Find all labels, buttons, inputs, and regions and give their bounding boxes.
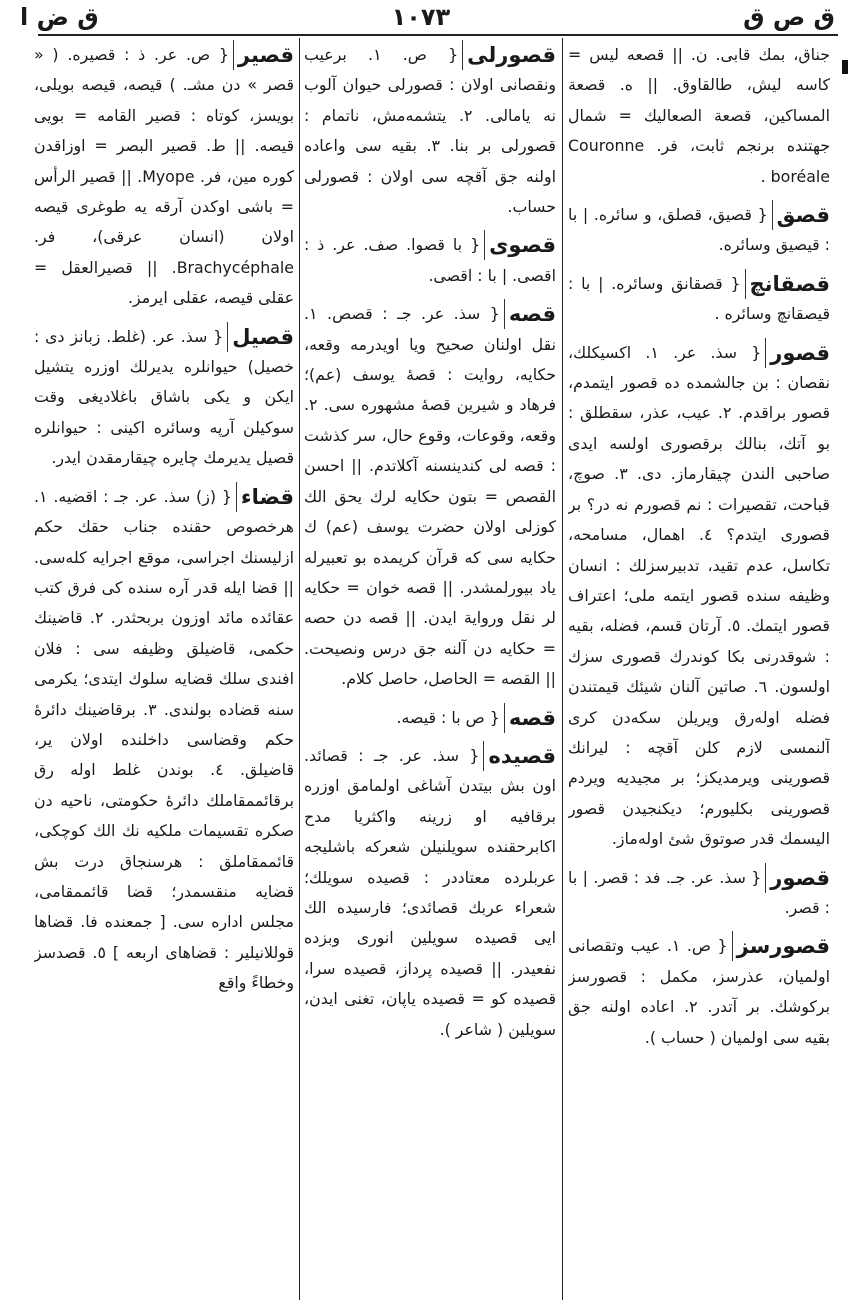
- entry-text: { قصيق، قصلق، و سائره. | با : قيصيق وسائره.: [568, 205, 830, 255]
- dictionary-entry: [568, 200, 830, 261]
- dictionary-entry: [304, 703, 556, 733]
- dictionary-entry: [304, 299, 556, 694]
- dictionary-entry: [568, 931, 830, 1053]
- dictionary-entry: [34, 40, 294, 314]
- dictionary-entry: [304, 230, 556, 291]
- entry-text: { قصقانق وسائره. | با : قيصقانچ وسائره .: [568, 273, 830, 324]
- headword: قصورسز: [732, 931, 830, 961]
- header-rule: [38, 34, 838, 36]
- entry-text: جناق، بمك قابى. ن. || قصعه ليس = كاسه ليش، طالقاوق. || ه. قصعة المساكين، قصعة الصعاليك = شمال جهتنده برنجم ثابت، فر. Couronne boréale .: [568, 45, 830, 186]
- headword: قصقانچ: [745, 269, 830, 299]
- headword: قصيل: [227, 322, 294, 352]
- column-right: [568, 40, 830, 1302]
- dictionary-entry: [304, 741, 556, 1045]
- entry-text: { ص با : قيصه.: [396, 707, 500, 727]
- column-divider: [562, 38, 563, 1300]
- column-left: [34, 40, 294, 1302]
- headword: قصور: [765, 338, 830, 368]
- headword: قصيده: [483, 741, 556, 771]
- header-left-guideword: ق ض ا: [20, 3, 99, 31]
- entry-text: { سذ. عر. جـ. فد : قصر. | با : قصر.: [568, 867, 830, 917]
- dictionary-entry: [34, 322, 294, 474]
- dictionary-entry: [568, 269, 830, 330]
- headword: قصور: [765, 863, 830, 893]
- header-right-guideword: ق ص ق: [743, 3, 835, 31]
- entry-text: { ص. ١. برعيب ونقصانى اولان : قصورلى حيوان آلوب نه يامالى. ٢. يتشمەمش، ناتمام : قصورلى بر بنا. ٣. بقيه سى واعاده اولنه جق آقچه سى اولان : قصورلى حساب.: [304, 45, 556, 217]
- column-divider: [299, 38, 300, 1300]
- entry-text: { سذ. عر. جـ : قصص. ١. نقل اولنان صحيح ويا اويدرمه وقعه، حكايه، روايت : قصهٔ يوسف (عم)؛ فرهاد و شيرين قصهٔ مشهوره سى. ٢. وقعه، وقوعات، وقوع حال، سر كذشت : قصه لى كندينسنه آكلاتدم. || احسن القصص = بتون حكايه لرك يحق الك كوزلى اولان حضرت يوسف (عم) ك حكايه سى كه قرآن كريمده بو تعبيرله ياد بيورلمشدر. || قصه خوان = حكايه لر نقل ورواية ايدن. || قصه دن حصه = حكايه دن آلنه جق درس ونصيحت. || القصه = الحاصل، حاصل كلام.: [304, 304, 556, 689]
- headword: قصه: [504, 299, 556, 329]
- headword: قضاء: [236, 482, 294, 512]
- dictionary-entry: [34, 482, 294, 999]
- margin-mark: [842, 60, 848, 74]
- headword: قصوى: [484, 230, 556, 260]
- headword: قصق: [772, 200, 830, 230]
- entry-text: { با قصوا. صف. عر. ذ : اقصى. | با : اقصى.: [304, 235, 556, 285]
- headword: قصه: [504, 703, 556, 733]
- dictionary-entry: [568, 40, 830, 192]
- entry-text: { ص. ١. عيب وتقصانى اولميان، عذرسز، مكمل : قصورسز بركوشك. بر آتدر. ٢. اعاده اولنه جق بقيه سى اولميان ( حساب ).: [568, 936, 830, 1047]
- entry-text: { سذ. عر. جـ : قصائد. اون بش بيتدن آشاغى اولمامق اوزره برقافيه او زرينه واكثريا مدح اكابرحقنده سويلنيلن شعركه باشليجه عربلرده معتاددر : قصيده سويلك؛ شعراء عربك قصائدى؛ فارسيده الك ايى قصيده سويلين انورى وبزده نفعيدر. || قصيده پرداز، قصيده سرا، قصيده كو = قصيده ياپان، تغنى ايدن، سويلين ( شاعر ).: [304, 745, 556, 1039]
- dictionary-entry: [304, 40, 556, 222]
- column-middle: [304, 40, 556, 1302]
- page-number: ١٠٧٣: [391, 3, 451, 31]
- page-header: [20, 2, 835, 32]
- dictionary-entry: [568, 863, 830, 924]
- entry-text: { سذ. عر. ١. اكسيكلك، نقصان : بن جالشمده ده قصور ايتمدم، قصور براقدم. ٢. عيب، عذر، سقطلق : بو آتك، بنالك برقصورى اولسه ايدى صاحبى الندن چيقارماز. دى. ٣. صوچ، قباحت، تقصيرات : نم قصورم نه در؟ بر قصورى ايتدم؟ ٤. اهمال، مسامحه، تكاسل، عدم تقيد، تدبيرسزلك : انسان وظيفه سنده قصور ايتمه ملى؛ اعتراف قصور ايتمك. ٥. آرتان قسم، فضله، بقيه : شوقدرنى بكا كوندرك قصورى سزك اولسون. ٦. صاتين آلنان شيئك قيمتندن فضله اولەرق ويريلن سكەدن كرى آلنمسى لازم كلن آقچه : ليرانك قصورينى ويرمديكز؛ بر مجيديه ويردم قصورينى بكليورم؛ ديكنجيدن قصور اليسمك قدر صوتوق شئ اولەماز.: [568, 342, 830, 849]
- dictionary-entry: [568, 338, 830, 855]
- entry-text: { (ز) سذ. عر. جـ : اقضيه. ١. هرخصوص حقنده جناب حقك حكم ازليسنك اجراسى، موقع اجرايه كلەسى. || قضا ايله قدر آره سنده كى فرق كتب عقائده مائد اوزون بربحثدر. ٢. قاضينك حكمى، قاضيلق وظيفه سى : فلان افندى سلك قضايه سلوك ايتدى؛ يكرمى سنه قضاده بولندى. ٣. برقاضينك دائرهٔ حكم وقضاسى داخلنده اولان ير، قاضيلق. ٤. بوندن غلط اوله رق برقائممقاملك دائرهٔ حكومتى، ناحيه دن صكره تقسيمات ملكيه نك الك كوچكى، قائممقاملق : هرسنجاق درت بش قضايه منقسمدر؛ قضا قائممقامى، مجلس اداره سى. [ جمعنده فا. قضاها قوللانيلير : قضاهاى اربعه ] ٥. قصدسز وخطاءً واقع: [34, 486, 294, 993]
- headword: قصير: [233, 40, 294, 70]
- entry-text: { ص. عر. ذ : قصيره. ( « قصر » دن مشـ. ) قيصه، قيصه بويلى، بويسز، كوتاه : قصير القامه = بويى قيصه. || ط. قصير البصر = اوزاقدن كوره مين، فر. Myope. || قصير الرأس = باشى اوكدن آرقه يه طوغرى قيصه اولان (انسان عرقى)، فر. Brachycéphale. || قصيرالعقل = عقلى قيصه، عقلى ايرمز.: [34, 45, 294, 308]
- entry-text: { سذ. عر. (غلط. زبانز دى : خصيل) حيوانلره يديرلك اوزره يتشيل ايكن و يكى باشاق باغلاديغى وقت سوكيلن آرپه وسائره اكينى : حيوانلره قصيل يديرمك چايره چيقارمقدن ايدر.: [34, 326, 294, 468]
- headword: قصورلى: [462, 40, 556, 70]
